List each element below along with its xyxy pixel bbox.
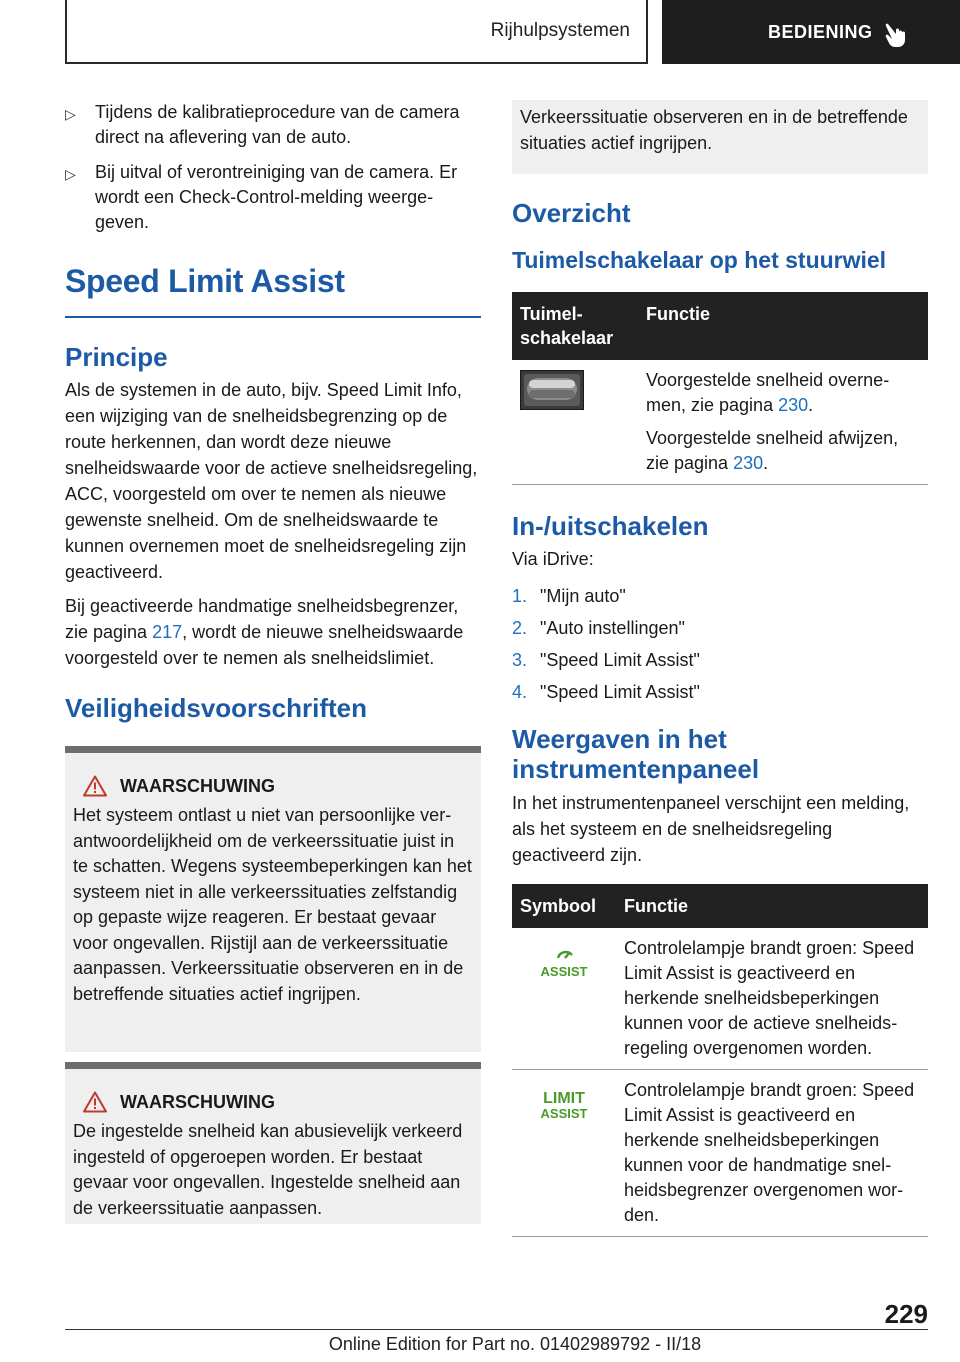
- text-fragment: , wordt de nieuwe snelheidswaarde voorgesteld over te nemen als snelheidslimiet.: [65, 622, 464, 668]
- display-heading-line2: instrumentenpaneel: [512, 754, 760, 784]
- header-chapter-tab: [662, 0, 960, 64]
- display-heading: [512, 724, 928, 784]
- table-row: [512, 360, 928, 485]
- step-text: "Auto instellingen": [540, 618, 685, 638]
- warning-box-2: [65, 1062, 481, 1224]
- assist-symbol-cell: [512, 928, 616, 1070]
- section-heading: Speed Limit Assist: [65, 263, 481, 318]
- principle-paragraph-1: Als de systemen in de auto, bijv. Speed Limit Info, een wijziging van de snelheidsbegrenzing op de route herkennen, dan wordt deze nieuwe snelheidswaarde voor de actieve snelheidsregeling, ACC, voorgesteld om over te nemen als nieuwe gewenste snelheid. Om de snelheidswaarde te kunnen overnemen moet de snelheidsregeling zijn geactiveerd.: [65, 380, 478, 582]
- continued-warning-box: [512, 100, 928, 174]
- page-link-230[interactable]: 230: [778, 395, 809, 415]
- footer-edition: Online Edition for Part no. 01402989792 - II/18: [328, 1334, 702, 1354]
- triangle-bullet-icon: ▷: [65, 166, 76, 182]
- text-fragment: Voorgestelde snelheid afwijzen, zie pagina: [646, 428, 899, 473]
- step-text: "Mijn auto": [540, 586, 626, 606]
- speed-assist-indicator-icon: [534, 946, 594, 980]
- page-number: 229: [884, 1299, 928, 1329]
- step-number: 3.: [512, 650, 528, 670]
- overview-heading: Overzicht: [512, 198, 631, 228]
- list-item: [512, 580, 928, 612]
- step-text: "Speed Limit Assist": [540, 682, 700, 702]
- page-link-217[interactable]: 217: [152, 622, 183, 642]
- rocker-symbol-cell: [512, 360, 638, 485]
- header-section-tab: [65, 0, 648, 64]
- footer-divider: [65, 1329, 928, 1330]
- limit-assist-function-cell: Controlelampje brandt groen: Speed Limit Assist is geactiveerd en herkende snelheidsbeperkingen kunnen voor de handmatige snelheidsbegrenzer overgenomen worden.: [616, 1070, 928, 1237]
- page-link-230[interactable]: 230: [733, 453, 764, 473]
- triangle-bullet-icon: ▷: [65, 106, 76, 122]
- text-fragment: .: [763, 453, 769, 473]
- table-header-rocker: Tuimelschakelaar: [512, 292, 638, 360]
- warning-triangle-icon: [83, 775, 107, 797]
- warning-text: Het systeem ontlast u niet van persoonlijke verantwoordelijkheid om de verkeerssituatie juist in te schatten. Wegens systeembeperkingen kan het systeem niet in alle verkeerssituaties zelfstandig op gepaste wijze reageren. Er bestaat gevaar voor ongevallen. Rijstijl aan de verkeerssituatie aanpassen. Verkeerssituatie observeren en in de betreffende situaties actief ingrijpen.: [73, 805, 472, 1004]
- step-number: 2.: [512, 618, 528, 638]
- table-row: [512, 928, 928, 1070]
- table-header-symbol: Symbool: [512, 884, 616, 928]
- left-column: [65, 100, 481, 1224]
- via-idrive-text: Via iDrive:: [512, 549, 594, 569]
- list-item: [512, 644, 928, 676]
- section-title: Rijhulpsystemen: [490, 20, 630, 41]
- principle-paragraph-2: [65, 593, 481, 671]
- rocker-table: [512, 292, 928, 485]
- rocker-function-cell: [638, 360, 928, 485]
- text-fragment: .: [808, 395, 814, 415]
- bullet-item: [65, 160, 481, 235]
- warning-text: De ingestelde snelheid kan abusievelijk verkeerd ingesteld of opgeroepen worden. Er bestaat gevaar voor ongevallen. Ingestelde snelheid aan de verkeerssituatie aanpassen.: [73, 1121, 463, 1218]
- table-row: [512, 1070, 928, 1237]
- symbol-table: [512, 884, 928, 1237]
- assist-icon-label: ASSIST: [540, 964, 588, 979]
- step-number: 4.: [512, 682, 528, 702]
- pointing-hand-icon: [884, 22, 908, 48]
- accept-speed-text: [646, 368, 920, 418]
- list-item: [512, 676, 928, 708]
- limit-icon-label: LIMIT: [543, 1090, 585, 1107]
- switch-heading: In-/uitschakelen: [512, 511, 709, 541]
- right-column: [512, 100, 928, 1237]
- principle-heading: Principe: [65, 342, 168, 372]
- warning-triangle-icon: [83, 1091, 107, 1113]
- warning-header: [73, 775, 473, 797]
- table-header-function: Functie: [638, 292, 928, 360]
- warning-box-1: [65, 746, 481, 1052]
- safety-heading: Veiligheidsvoorschriften: [65, 693, 367, 723]
- chapter-title: BEDIENING: [768, 21, 873, 42]
- list-item: [512, 612, 928, 644]
- rocker-switch-icon: [520, 370, 584, 410]
- text-fragment: Voorgestelde snelheid overnemen, zie pagina: [646, 370, 890, 415]
- warning-label: WAARSCHUWING: [120, 775, 275, 796]
- warning-header: [73, 1091, 473, 1113]
- warning-label: WAARSCHUWING: [120, 1091, 275, 1112]
- limit-assist-indicator-icon: [534, 1088, 594, 1122]
- steps-list: [512, 580, 928, 708]
- assist-function-cell: Controlelampje brandt groen: Speed Limit Assist is geactiveerd en herkende snelheidsbeperkingen kunnen voor de actieve snelheidsregeling overgenomen worden.: [616, 928, 928, 1070]
- reject-speed-text: [646, 426, 920, 476]
- table-header-function: Functie: [616, 884, 928, 928]
- step-number: 1.: [512, 586, 528, 606]
- display-heading-line1: Weergaven in het: [512, 724, 727, 754]
- text-fragment: Bij geactiveerde handmatige snelheidsbegrenzer, zie pagina: [65, 596, 459, 642]
- display-text: In het instrumentenpaneel verschijnt een melding, als het systeem en de snelheidsregeling geactiveerd zijn.: [512, 793, 910, 865]
- rocker-heading: Tuimelschakelaar op het stuurwiel: [512, 247, 887, 273]
- bullet-text: Bij uitval of verontreiniging van de camera. Er wordt een Check-Control-melding weergegeven.: [95, 162, 458, 232]
- bullet-text: Tijdens de kalibratieprocedure van de camera direct na aflevering van de auto.: [95, 102, 460, 147]
- assist-icon-label: ASSIST: [540, 1106, 588, 1121]
- step-text: "Speed Limit Assist": [540, 650, 700, 670]
- bullet-item: [65, 100, 481, 150]
- continued-warning-text: Verkeerssituatie observeren en in de betreffende situaties actief ingrijpen.: [520, 107, 908, 153]
- limit-assist-symbol-cell: [512, 1070, 616, 1237]
